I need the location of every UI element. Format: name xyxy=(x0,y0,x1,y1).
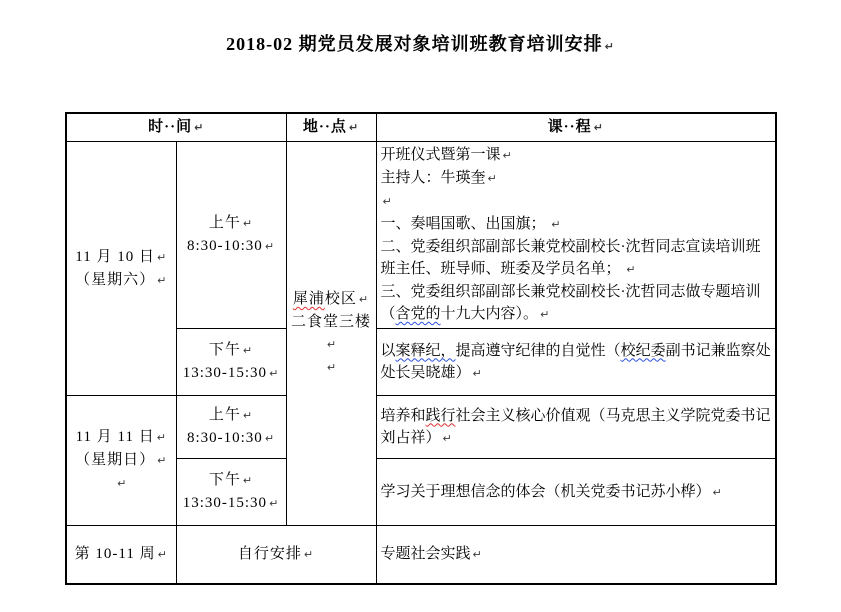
location-cell: 犀浦校区 ↵ 二食堂三楼↵ ↵ xyxy=(286,142,376,526)
course-cell-ideals: 学习关于理想信念的体会（机关党委书记苏小桦） ↵ xyxy=(376,459,776,526)
table-row xyxy=(66,142,776,329)
col-header-course: 课··程 ↵ xyxy=(376,113,776,142)
course-cell-opening: 开班仪式暨第一课 ↵ 主持人：牛瑛奎 ↵ ↵ 一、奏唱国歌、出国旗； ↵ 二、党委组织部副部长兼党校副校长·沈哲同志宣读培训班班主任、班导师、班委及学员名单； ↵ 三、党委组织部副部长兼党校副校长·沈哲同志做专题培训（含党的十九大内容）。 ↵ xyxy=(376,142,776,329)
page-title xyxy=(0,30,841,56)
course-cell-values: 培养和践行社会主义核心价值观（马克思主义学院党委书记刘占祥） ↵ xyxy=(376,396,776,459)
session-cell-nov11-am: 上午 ↵ 8:30-10:30 ↵ xyxy=(176,396,286,459)
paragraph-mark: ↵ xyxy=(604,40,615,53)
col-header-time: 时··间 ↵ xyxy=(66,113,286,142)
date-cell-nov11: 11 月 11 日 ↵ （星期日） ↵ ↵ xyxy=(66,396,176,526)
date-cell-nov10: 11 月 10 日 ↵ （星期六） ↵ xyxy=(66,142,176,396)
col-header-location: 地··点 ↵ xyxy=(286,113,376,142)
page-title-text: 2018-02 期党员发展对象培训班教育培训安排 xyxy=(226,34,603,54)
week-cell: 第 10-11 周 ↵ xyxy=(66,526,176,584)
schedule-table xyxy=(65,112,777,585)
table-row xyxy=(66,526,776,584)
session-cell-nov10-am: 上午 ↵ 8:30-10:30 ↵ xyxy=(176,142,286,329)
session-cell-nov10-pm: 下午 ↵ 13:30-15:30 ↵ xyxy=(176,329,286,396)
course-cell-discipline: 以案释纪，提高遵守纪律的自觉性（校纪委副书记兼监察处处长吴晓雄） ↵ xyxy=(376,329,776,396)
session-cell-nov11-pm: 下午 ↵ 13:30-15:30 ↵ xyxy=(176,459,286,526)
header-row xyxy=(66,113,776,142)
course-cell-practice: 专题社会实践 ↵ xyxy=(376,526,776,584)
table-row xyxy=(66,396,776,459)
self-arrange-cell: 自行安排 ↵ xyxy=(176,526,376,584)
